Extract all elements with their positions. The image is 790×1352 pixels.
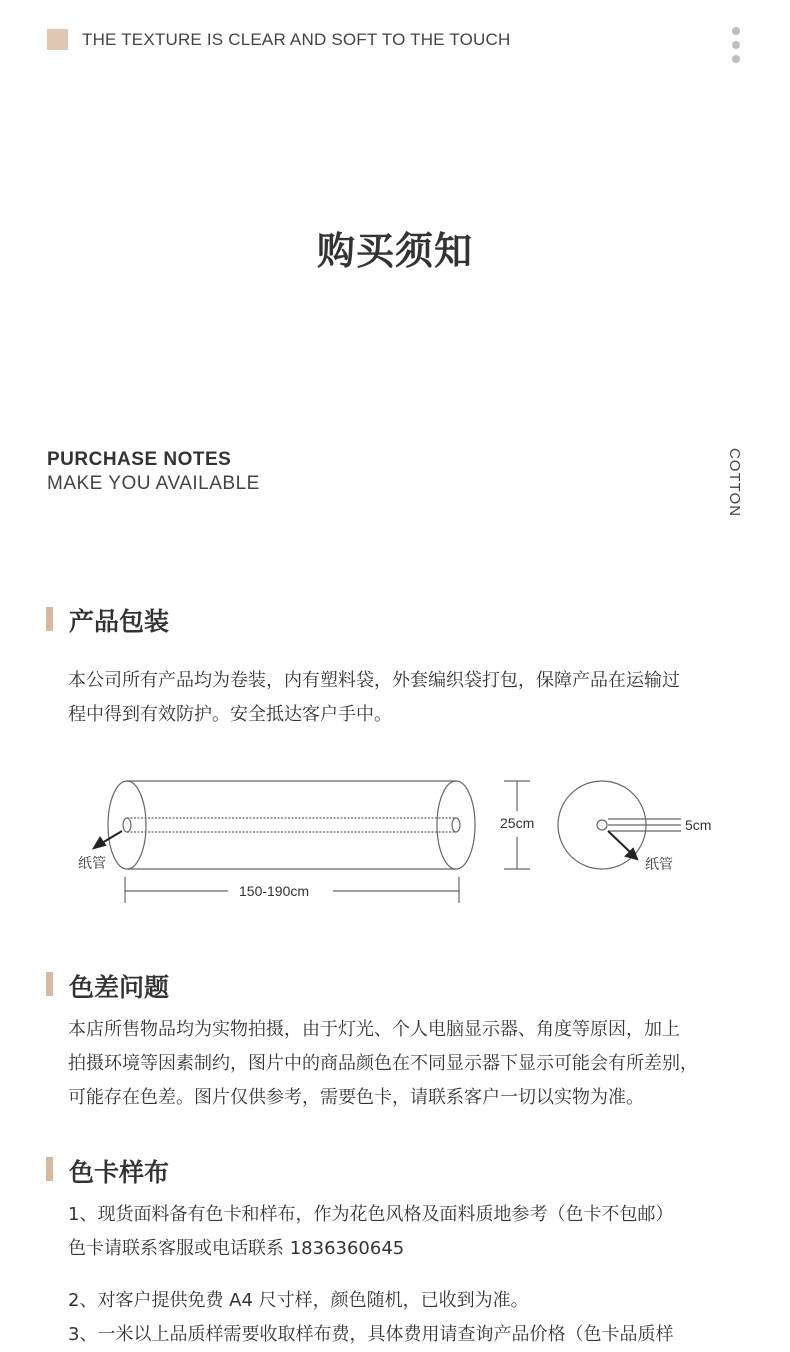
paragraph-line: 1、现货面料备有色卡和样布，作为花色风格及面料质地参考（色卡不包邮） [68, 1204, 674, 1225]
purchase-notes-heading: PURCHASE NOTES [47, 449, 232, 470]
section-body-color-swatch [68, 1198, 748, 1352]
paragraph-spacer [68, 1266, 748, 1284]
packaging-diagram [70, 765, 740, 915]
cross-section-core [597, 820, 607, 830]
paragraph-line: 3、一米以上品质样需要收取样布费，具体费用请查询产品价格（色卡品质样 [68, 1324, 674, 1345]
page-title-wrap [0, 220, 790, 275]
cotton-side-label: COTTON [726, 447, 744, 518]
paragraph-line: 拍摄环境等因素制约，图片中的商品颜色在不同显示器下显示可能会有所差别， [68, 1053, 698, 1074]
paragraph-line: 可能存在色差。图片仅供参考，需要色卡，请联系客户一切以实物为准。 [68, 1087, 644, 1108]
header-accent-square [47, 29, 68, 50]
page-title: 购买须知 [317, 220, 473, 275]
core-left [123, 818, 131, 832]
section-marker [46, 1157, 53, 1181]
header-tagline: THE TEXTURE IS CLEAR AND SOFT TO THE TOUCH [82, 30, 511, 49]
purchase-notes-subheading: MAKE YOU AVAILABLE [47, 473, 260, 494]
core-label: 5cm [685, 817, 712, 833]
arrow-left-head [94, 838, 105, 848]
roll-right-end [437, 781, 475, 869]
section-title-color-swatch: 色卡样布 [69, 1158, 170, 1187]
arrow-left-line [102, 831, 122, 843]
paragraph-line: 2、对客户提供免费 A4 尺寸样，颜色随机，已收到为准。 [68, 1290, 529, 1311]
arrow-right-line [608, 831, 630, 852]
tube-label-right: 纸管 [645, 856, 673, 872]
section-marker [46, 972, 53, 996]
section-title-color-difference: 色差问题 [69, 973, 170, 1002]
section-body-color-difference [68, 1013, 748, 1115]
section-marker [46, 607, 53, 631]
core-right [452, 818, 460, 832]
section-body-packaging [68, 664, 748, 732]
section-title-packaging: 产品包装 [69, 607, 170, 636]
paragraph-line: 程中得到有效防护。安全抵达客户手中。 [68, 704, 392, 725]
cotton-side-label-wrap [722, 447, 748, 520]
roll-left-end [108, 781, 146, 869]
length-label: 150-190cm [239, 883, 310, 899]
paragraph-line: 本公司所有产品均为卷装，内有塑料袋，外套编织袋打包，保障产品在运输过 [68, 670, 680, 691]
diameter-label: 25cm [500, 815, 535, 831]
paragraph-line: 色卡请联系客服或电话联系 1836360645 [68, 1238, 405, 1259]
more-vertical-icon[interactable] [729, 27, 743, 71]
paragraph-line: 本店所售物品均为实物拍摄，由于灯光、个人电脑显示器、角度等原因，加上 [68, 1019, 680, 1040]
tube-label-left: 纸管 [78, 855, 106, 871]
